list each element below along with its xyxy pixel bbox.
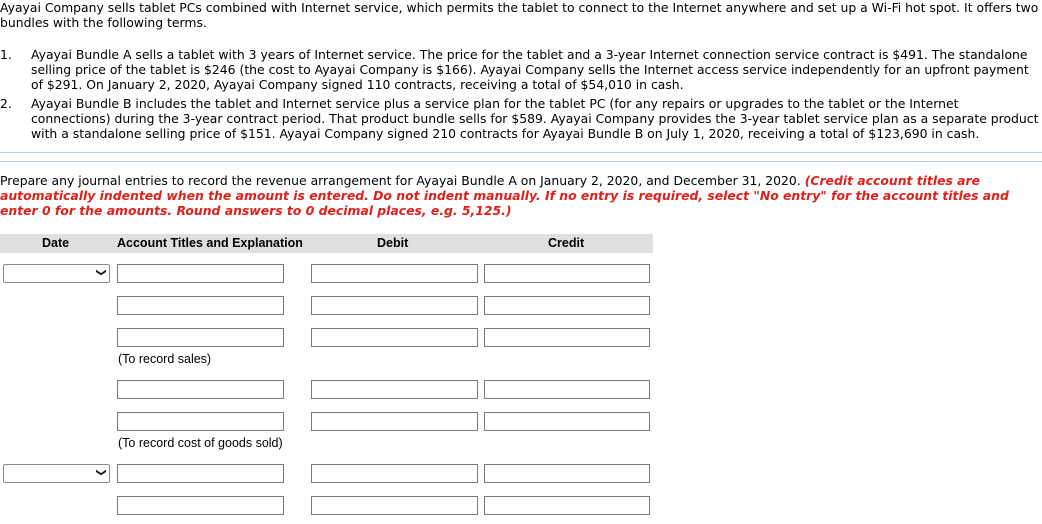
- credit-input[interactable]: [484, 296, 650, 315]
- debit-input[interactable]: [311, 296, 478, 315]
- account-title-input[interactable]: [117, 496, 284, 515]
- header-debit: Debit: [377, 236, 409, 250]
- bundle-number: 2.: [0, 96, 12, 111]
- account-title-input[interactable]: [117, 464, 284, 483]
- header-account: Account Titles and Explanation: [117, 236, 303, 250]
- instructions: [0, 173, 1040, 218]
- credit-input[interactable]: [484, 380, 650, 399]
- credit-input[interactable]: [484, 412, 650, 431]
- chevron-down-icon: ❯: [95, 268, 107, 277]
- credit-input[interactable]: [484, 264, 650, 283]
- bundle-item-a: [0, 47, 1040, 92]
- debit-input[interactable]: [311, 380, 478, 399]
- bundle-item-b: [0, 96, 1040, 141]
- account-title-input[interactable]: [117, 412, 284, 431]
- header-date: Date: [42, 236, 70, 250]
- account-title-input[interactable]: [117, 264, 284, 283]
- journal-table-header: [0, 234, 653, 253]
- bundle-text: Ayayai Bundle A sells a tablet with 3 years of Internet service. The price for the tablet and a 3-year Internet connection service contract is $491. The standalone selling price of the tablet is $246 (the cost to Ayayai Company is $166). Ayayai Company sells the Internet access service independently for an upfront payment of $291. On January 2, 2020, Ayayai Company signed 110 contracts, receiving a total of $54,010 in cash.: [31, 47, 1029, 92]
- bundle-number: 1.: [0, 47, 12, 62]
- credit-input[interactable]: [484, 496, 650, 515]
- instructions-text: Prepare any journal entries to record the revenue arrangement for Ayayai Bundle A on January 2, 2020, and December 31, 2020.: [0, 173, 805, 188]
- debit-input[interactable]: [311, 464, 478, 483]
- debit-input[interactable]: [311, 496, 478, 515]
- debit-input[interactable]: [311, 412, 478, 431]
- problem-intro: Ayayai Company sells tablet PCs combined with Internet service, which permits the tablet to connect to the Internet anywhere and set up a Wi-Fi hot spot. It offers two bundles with the following terms.: [0, 0, 1039, 30]
- bundle-list: [0, 47, 1040, 145]
- divider: [0, 152, 1042, 153]
- date-select[interactable]: [3, 464, 110, 483]
- date-select[interactable]: [3, 264, 110, 283]
- memo-cogs: (To record cost of goods sold): [118, 436, 283, 450]
- account-title-input[interactable]: [117, 328, 284, 347]
- account-title-input[interactable]: [117, 296, 284, 315]
- memo-sales: (To record sales): [118, 352, 212, 366]
- header-credit: Credit: [548, 236, 585, 250]
- chevron-down-icon: ❯: [95, 468, 107, 477]
- divider: [0, 161, 1042, 162]
- account-title-input[interactable]: [117, 380, 284, 399]
- credit-input[interactable]: [484, 328, 650, 347]
- instructions-note: (Credit account titles are automatically indented when the amount is entered. Do not indent manually. If no entry is required, select "No entry" for the account titles and enter 0 for the amounts. Round answers to 0 decimal places, e.g. 5,125.): [0, 173, 1009, 218]
- debit-input[interactable]: [311, 264, 478, 283]
- credit-input[interactable]: [484, 464, 650, 483]
- debit-input[interactable]: [311, 328, 478, 347]
- bundle-text: Ayayai Bundle B includes the tablet and Internet service plus a service plan for the tablet PC (for any repairs or upgrades to the tablet or the Internet connections) during the 3-year contract period. That product bundle sells for $589. Ayayai Company provides the 3-year tablet service plan as a separate product with a standalone selling price of $151. Ayayai Company signed 210 contracts for Ayayai Bundle B on July 1, 2020, receiving a total of $123,690 in cash.: [31, 96, 1039, 141]
